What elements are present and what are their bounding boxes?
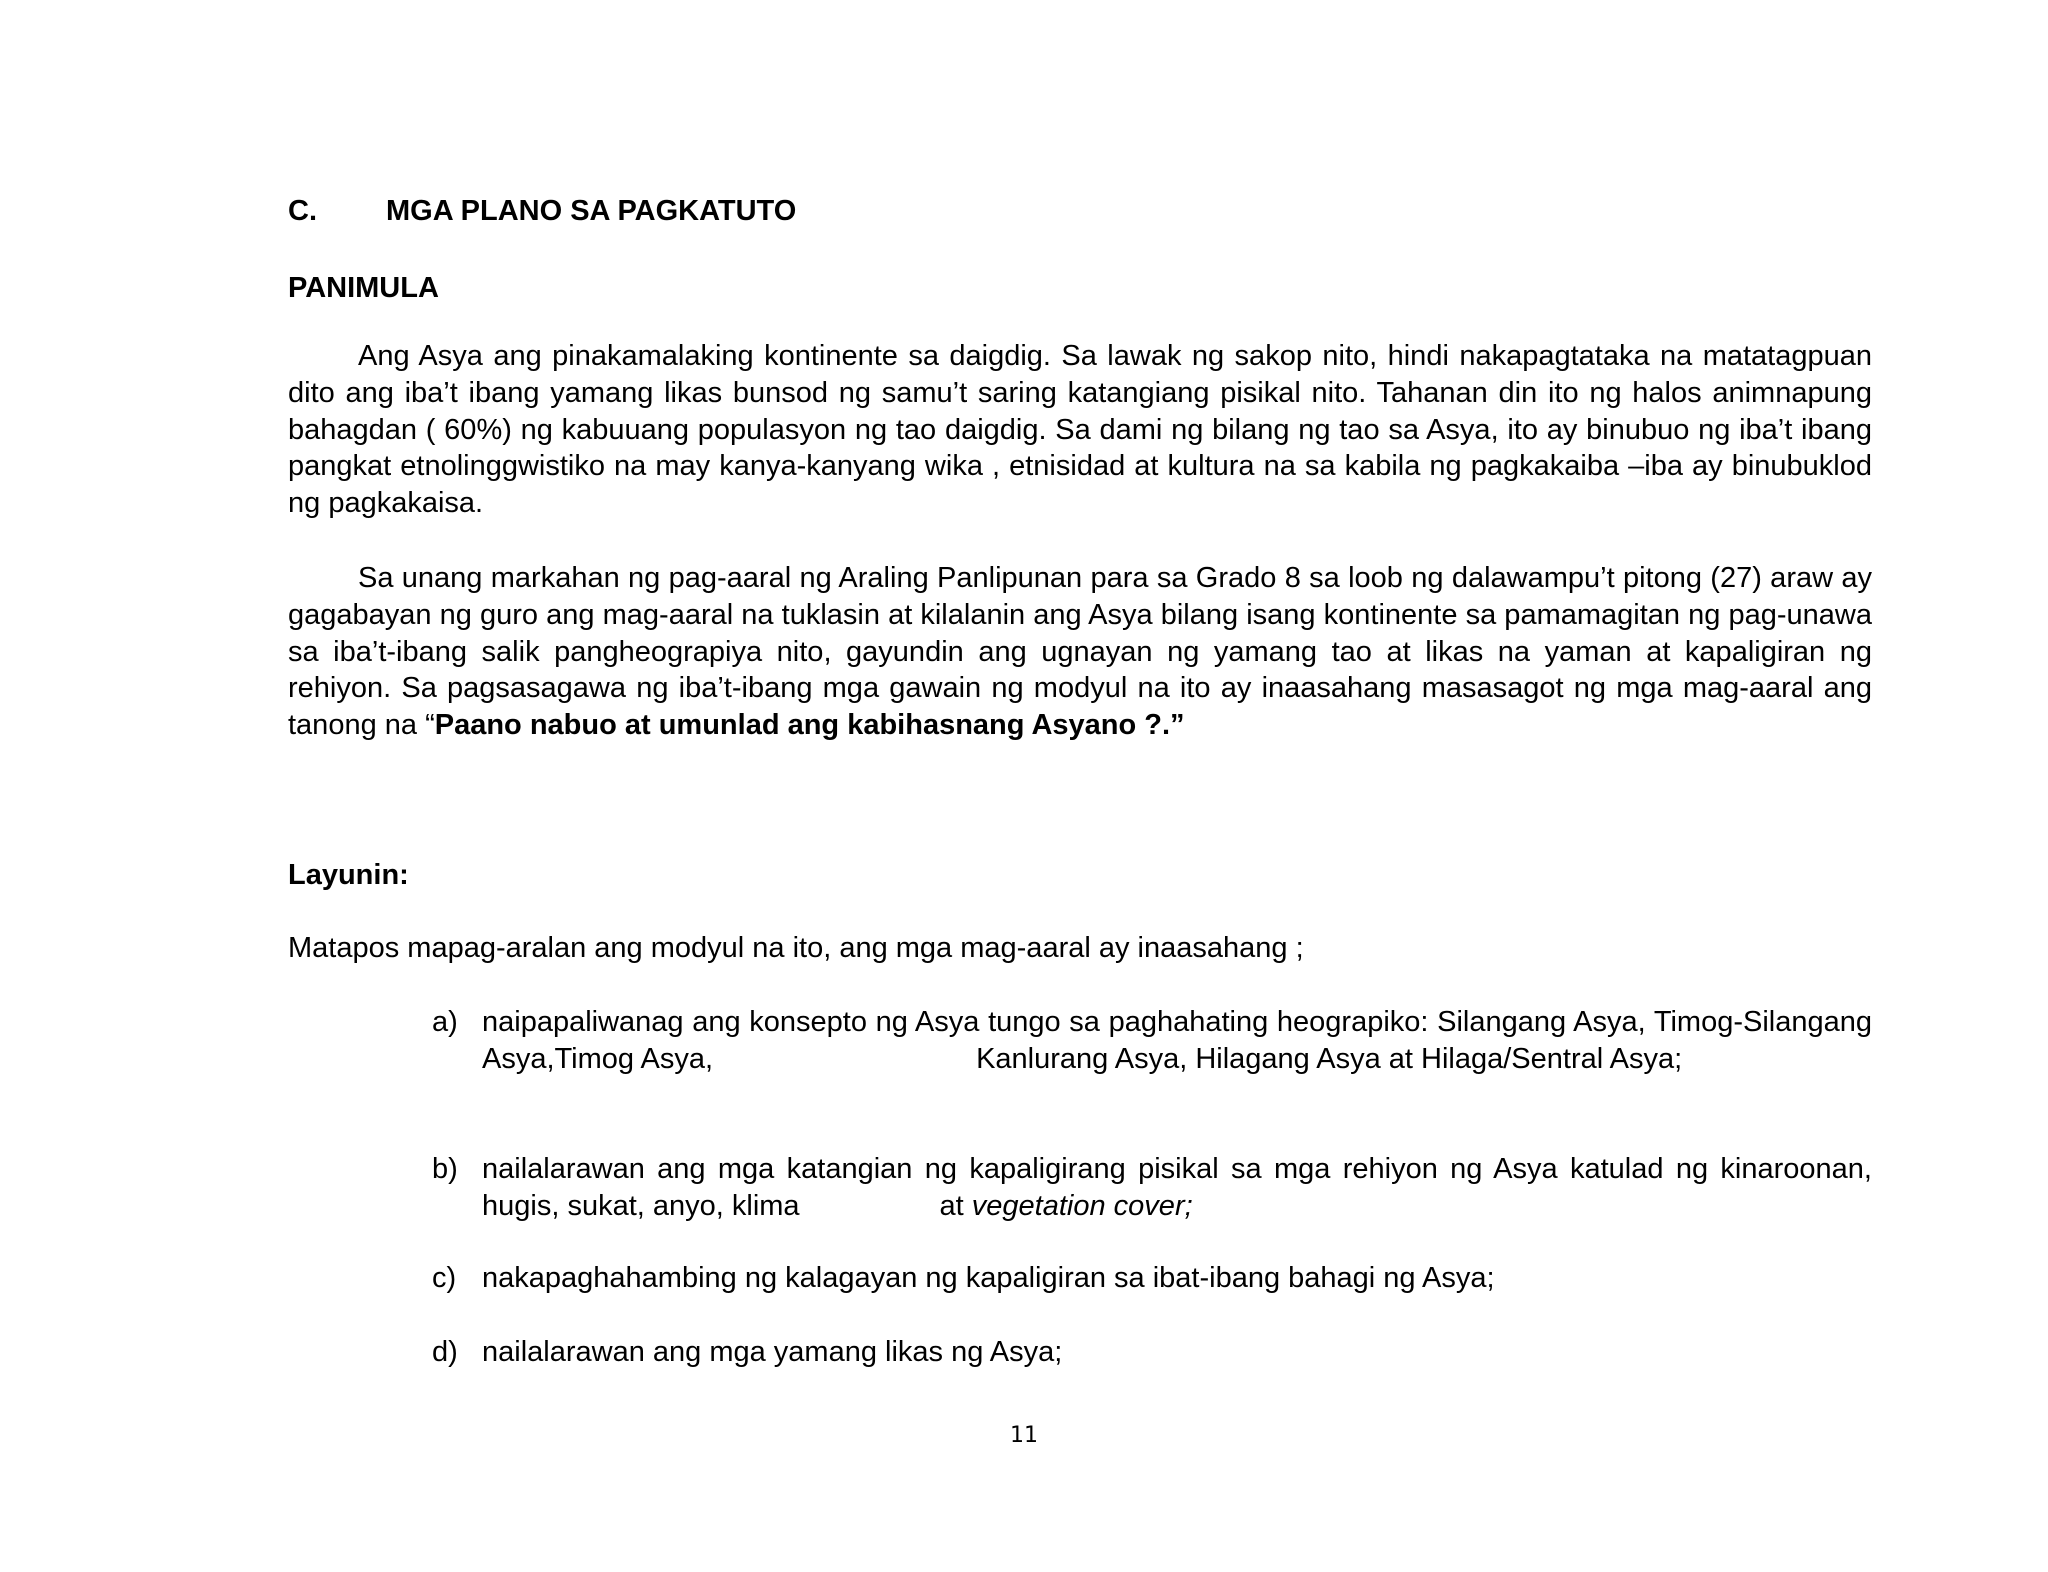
objective-item-b [432,1151,1872,1225]
objective-text [482,1151,1872,1225]
panimula-paragraph-2 [288,560,1872,744]
guiding-question: Paano nabuo at umunlad ang kabihasnang Asyano ?.” [434,709,1185,742]
objective-italic-term: vegetation cover; [971,1189,1193,1222]
section-heading [288,193,796,229]
objective-text [482,1004,1872,1078]
panimula-heading: PANIMULA [288,272,439,304]
objective-text-part: naipapaliwanag ang konsepto ng Asya tungo sa paghahating heograpiko: Silangang Asya, Timog-Silangang Asya,Timog Asya, [482,1006,1872,1075]
objective-text: nailalarawan ang mga yamang likas ng Asya; [482,1336,1063,1368]
objective-item-c [432,1260,1872,1297]
section-letter: C. [288,195,317,227]
objective-item-a [432,1004,1872,1078]
objective-item-d [432,1334,1872,1371]
objective-text-part: Kanlurang Asya, Hilagang Asya at Hilaga/Sentral Asya; [976,1042,1683,1075]
section-title: MGA PLANO SA PAGKATUTO [386,195,797,227]
objective-text-part: nailalarawan ang mga katangian ng kapaligirang pisikal sa mga rehiyon ng Asya katulad ng kinaroonan, hugis, sukat, anyo, klima [482,1153,1872,1222]
layunin-heading: Layunin: [288,859,409,891]
paragraph-2-text: Sa unang markahan ng pag-aaral ng Araling Panlipunan para sa Grado 8 sa loob ng dalawampu’t pitong (27) araw ay gagabayan ng guro ang mag-aaral na tuklasin at kilalanin ang Asya bilang isang kontinente sa pamamagitan ng pag-unawa sa iba’t-ibang salik pangheograpiya nito, gayundin ang ugnayan ng yamang tao at likas na yaman at kapaligiran ng rehiyon. Sa pagsasagawa ng iba’t-ibang mga gawain ng modyul na ito ay inaasahang masasagot ng mga mag-aaral ang tanong na “ [288,562,1872,742]
list-marker: d) [432,1336,458,1368]
list-marker: c) [432,1262,457,1294]
layunin-intro: Matapos mapag-aralan ang modyul na ito, ang mga mag-aaral ay inaasahang ; [288,932,1304,964]
objective-text: nakapaghahambing ng kalagayan ng kapaligiran sa ibat-ibang bahagi ng Asya; [482,1262,1495,1294]
objective-text-part: at [939,1189,972,1222]
page-number: 11 [1010,1423,1038,1448]
list-marker: a) [432,1006,458,1038]
panimula-paragraph-1: Ang Asya ang pinakamalaking kontinente sa daigdig. Sa lawak ng sakop nito, hindi nakapagtataka na matatagpuan dito ang iba’t ibang yamang likas bunsod ng samu’t saring katangiang pisikal nito. Tahanan din ito ng halos animnapung bahagdan ( 60%) ng kabuuang populasyon ng tao daigdig. Sa dami ng bilang ng tao sa Asya, ito ay binubuo ng iba’t ibang pangkat etnolinggwistiko na may kanya-kanyang wika , etnisidad at kultura na sa kabila ng pagkakaiba –iba ay binubuklod ng pagkakaisa. [288,340,1872,520]
list-marker: b) [432,1153,458,1185]
